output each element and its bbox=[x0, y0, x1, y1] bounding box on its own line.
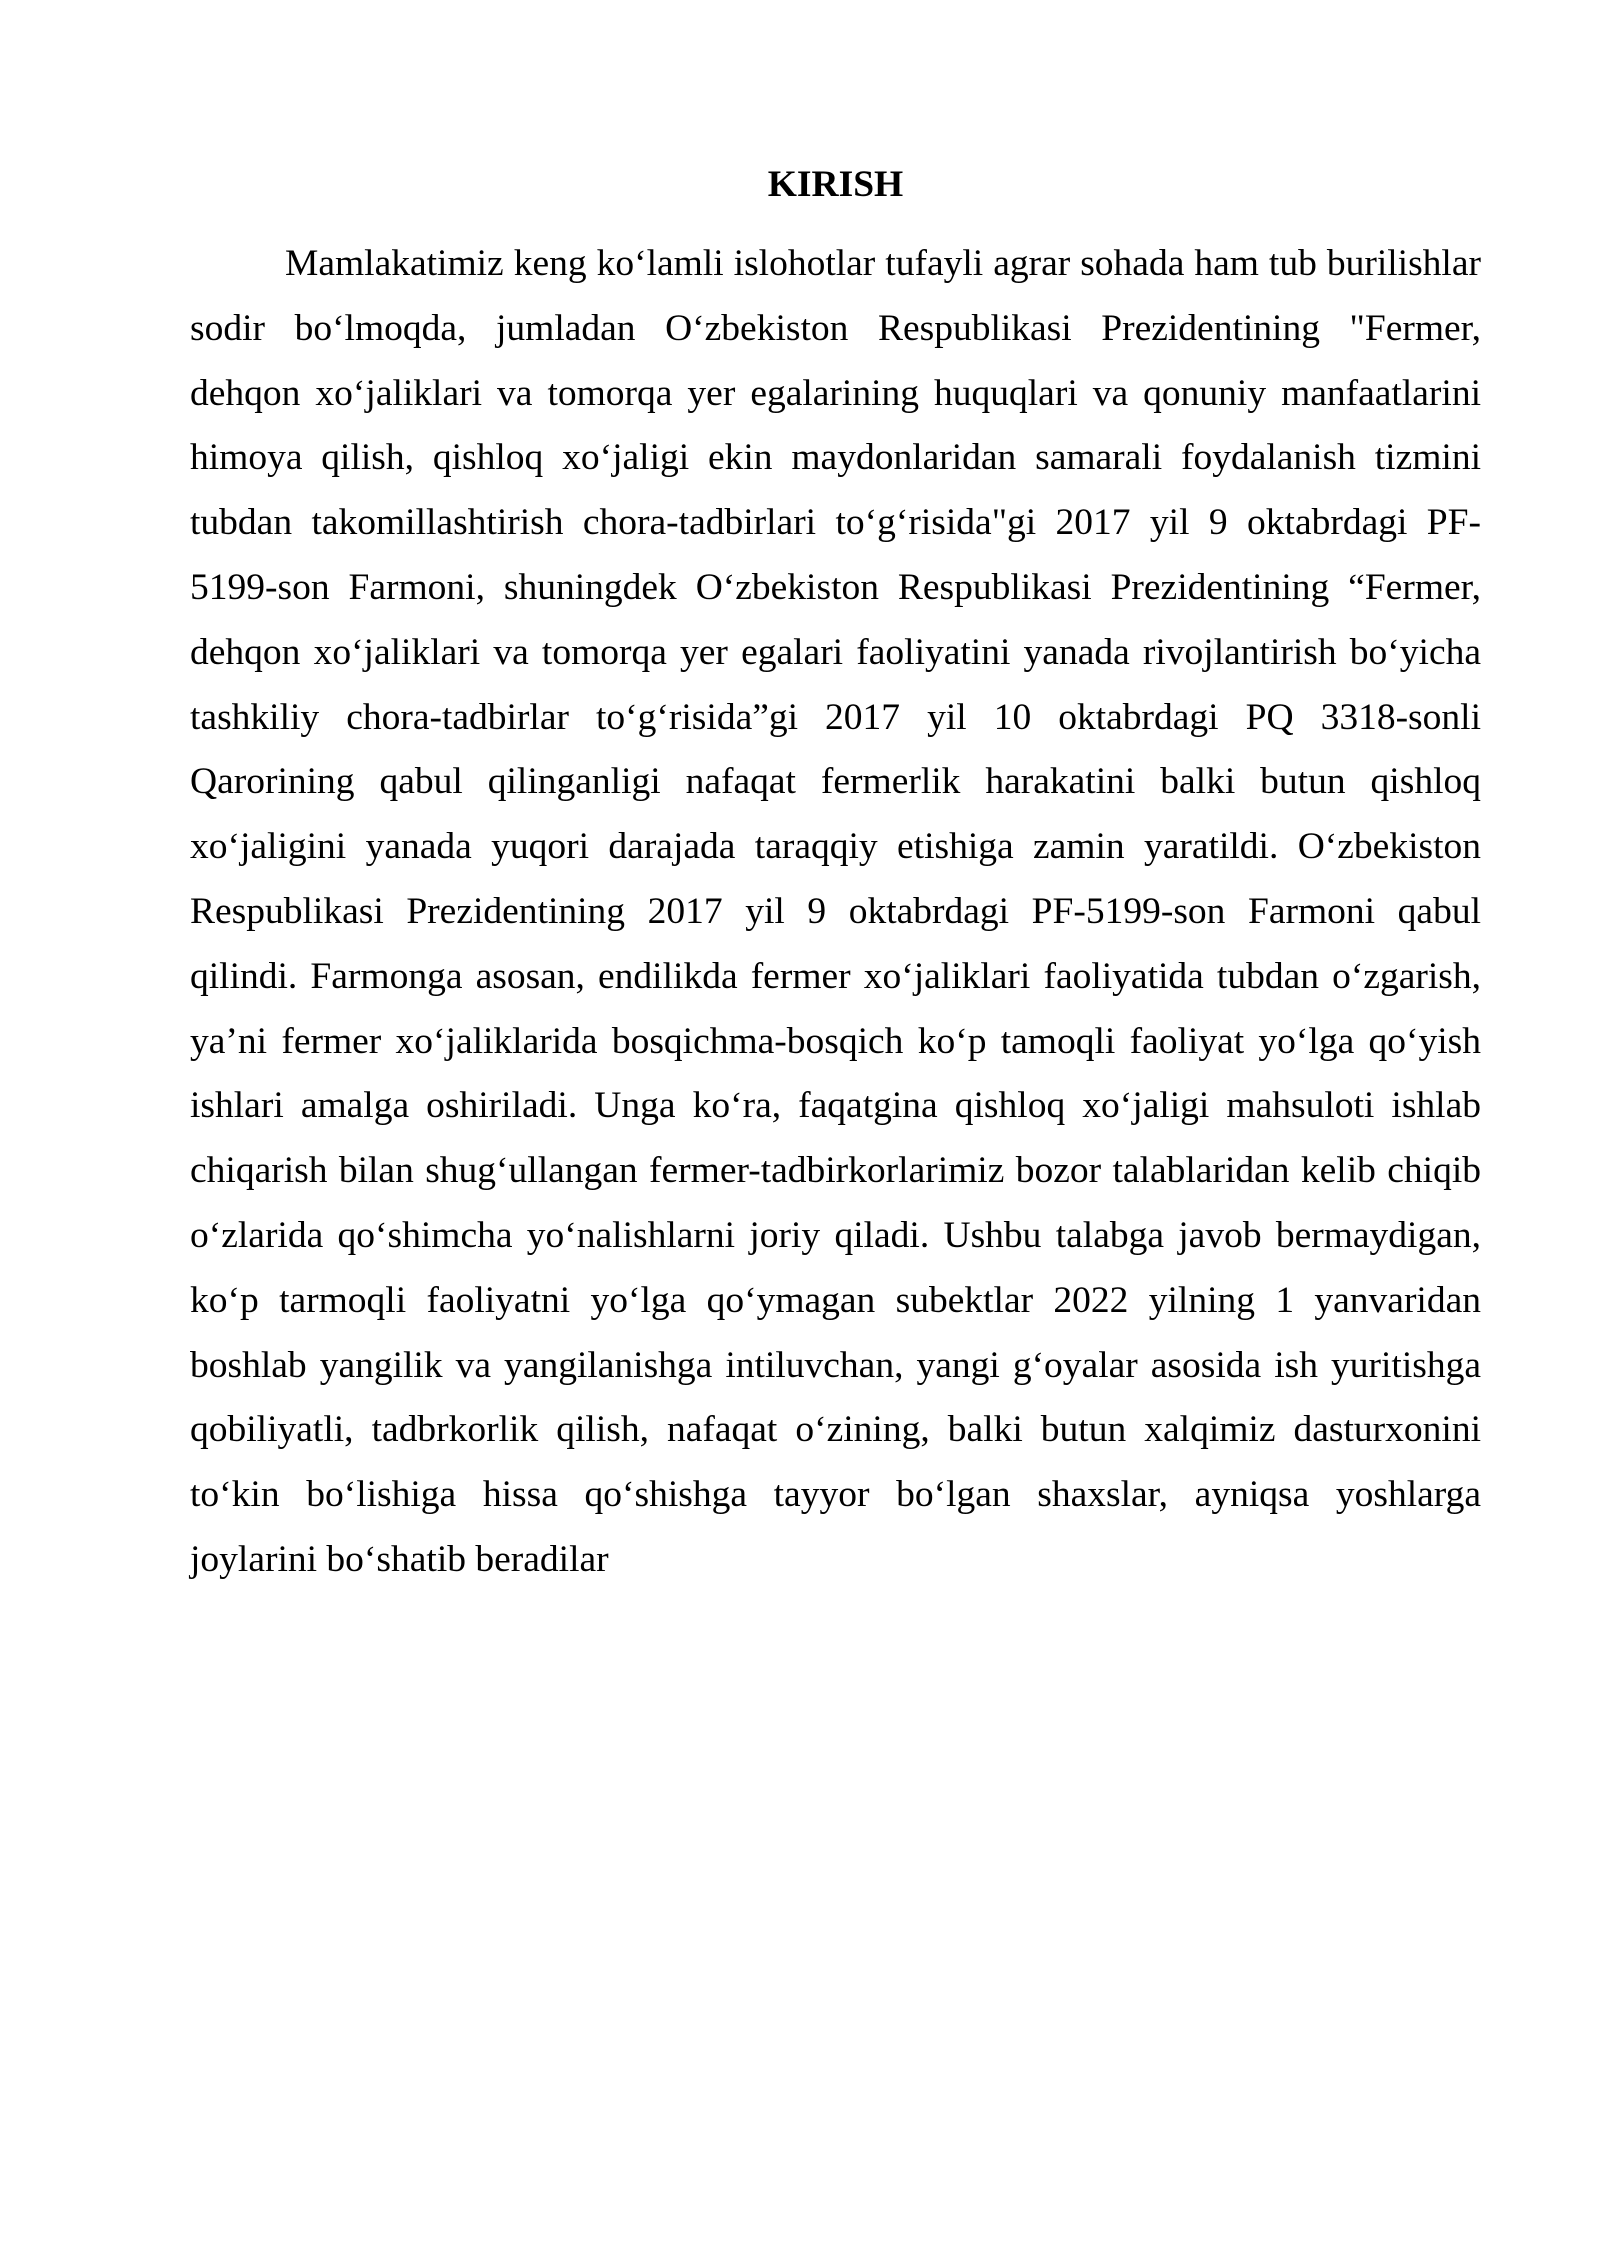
paragraph-line: Qarorining qabul qilinganligi nafaqat fermerlik harakatini balki butun qishloq bbox=[190, 761, 1481, 803]
paragraph-line: qobiliyatli, tadbrkorlik qilish, nafaqat o‘zining, balki butun xalqimiz dasturxonini bbox=[190, 1409, 1481, 1451]
paragraph-line: dehqon xo‘jaliklari va tomorqa yer egalari faoliyatini yanada rivojlantirish bo‘yicha bbox=[190, 631, 1481, 673]
paragraph-line: o‘zlarida qo‘shimcha yo‘nalishlarni joriy qiladi. Ushbu talabga javob bermaydigan, bbox=[190, 1214, 1481, 1256]
body-paragraph bbox=[190, 232, 1481, 1593]
paragraph-line: ko‘p tarmoqli faoliyatni yo‘lga qo‘ymagan subektlar 2022 yilning 1 yanvaridan bbox=[190, 1279, 1481, 1321]
page-title: KIRISH bbox=[767, 164, 904, 205]
paragraph-line: ishlari amalga oshiriladi. Unga ko‘ra, faqatgina qishloq xo‘jaligi mahsuloti ishlab bbox=[190, 1085, 1481, 1127]
paragraph-line: boshlab yangilik va yangilanishga intiluvchan, yangi g‘oyalar asosida ish yuritishga bbox=[190, 1344, 1481, 1386]
paragraph-line: Respublikasi Prezidentining 2017 yil 9 oktabrdagi PF-5199-son Farmoni qabul bbox=[190, 890, 1481, 932]
paragraph-line: sodir bo‘lmoqda, jumladan O‘zbekiston Respublikasi Prezidentining "Fermer, bbox=[190, 307, 1481, 349]
paragraph-line: dehqon xo‘jaliklari va tomorqa yer egalarining huquqlari va qonuniy manfaatlarini bbox=[190, 372, 1481, 414]
paragraph-line: tubdan takomillashtirish chora-tadbirlari to‘g‘risida"gi 2017 yil 9 oktabrdagi PF- bbox=[190, 502, 1481, 544]
paragraph-line: himoya qilish, qishloq xo‘jaligi ekin maydonlaridan samarali foydalanish tizmini bbox=[190, 437, 1481, 479]
paragraph-line: chiqarish bilan shug‘ullangan fermer-tadbirkorlarimiz bozor talablaridan kelib chiqib bbox=[190, 1150, 1481, 1192]
paragraph-line: xo‘jaligini yanada yuqori darajada taraqqiy etishiga zamin yaratildi. O‘zbekiston bbox=[190, 826, 1481, 868]
paragraph-line: 5199-son Farmoni, shuningdek O‘zbekiston Respublikasi Prezidentining “Fermer, bbox=[190, 566, 1481, 608]
paragraph-line: to‘kin bo‘lishiga hissa qo‘shishga tayyor bo‘lgan shaxslar, ayniqsa yoshlarga bbox=[190, 1474, 1481, 1516]
paragraph-line: joylarini bo‘shatib beradilar bbox=[190, 1538, 609, 1580]
paragraph-line: ya’ni fermer xo‘jaliklarida bosqichma-bosqich ko‘p tamoqli faoliyat yo‘lga qo‘yish bbox=[190, 1020, 1481, 1062]
paragraph-line: qilindi. Farmonga asosan, endilikda fermer xo‘jaliklari faoliyatida tubdan o‘zgarish, bbox=[190, 955, 1481, 997]
paragraph-line: Mamlakatimiz keng ko‘lamli islohotlar tufayli agrar sohada ham tub burilishlar bbox=[285, 243, 1481, 284]
paragraph-line: tashkiliy chora-tadbirlar to‘g‘risida”gi 2017 yil 10 oktabrdagi PQ 3318-sonli bbox=[190, 696, 1481, 738]
